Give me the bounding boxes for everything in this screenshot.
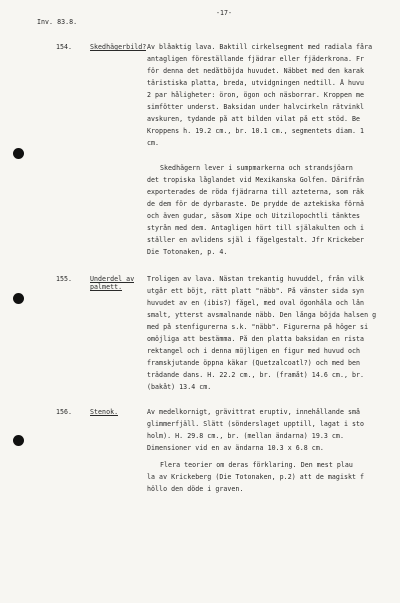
punch-hole-bottom [13, 435, 24, 446]
entry-title-line: palmett. [90, 283, 123, 291]
punch-hole-top [13, 148, 24, 159]
entry-text-line: simfötter underst. Baksidan under halvcirkeln rätvinkl [147, 103, 365, 111]
entry-text-line: glimmerfjäll. Slätt (sönderslaget upptill, lagat i sto [147, 420, 365, 428]
entry-text-line: Av blåaktig lava. Baktill cirkelsegment med radiala fåra [147, 43, 373, 51]
entry-text-line: ställer en avlidens själ i fågelgestalt. Jfr Krickeber [147, 236, 365, 244]
entry-text-line: utgår ett böjt, rätt platt "näbb". På vänster sida syn [147, 287, 365, 295]
entry-text-line: holm). H. 29.8 cm., br. (mellan ändarna) 19.3 cm. [147, 432, 344, 440]
entry-text-line: täristiska platta, breda, utvidgningen nedtill. Å huvu [147, 79, 365, 87]
entry-text-line: för denna det nedåtböjda huvudet. Näbbet med den karak [147, 67, 365, 75]
entry-text-line: Kroppens h. 19.2 cm., br. 10.1 cm., segmentets diam. 1 [147, 127, 365, 135]
entry-text-line: exporterades de röda fjädrarna till azteterna, som räk [147, 188, 365, 196]
entry-text-line: det tropiska låglandet vid Mexikanska Golfen. Därifrån [147, 176, 365, 184]
entry-number: 155. [56, 275, 73, 283]
entry-text-line: framskjutande öppna käkar (Quetzalcoatl?) och med ben [147, 359, 361, 367]
entry-text-line: rektangel och i denna möjligen en figur med huvud och [147, 347, 361, 355]
entry-number: 154. [56, 43, 73, 51]
entry-text-line: cm. [147, 139, 160, 147]
entry-text-line: (bakåt) 13.4 cm. [147, 383, 212, 391]
inventory-number: Inv. 83.8. [37, 18, 78, 26]
entry-text-line: trädande dans. H. 22.2 cm., br. (framåt) 14.6 cm., br. [147, 371, 365, 379]
entry-text-line: Troligen av lava. Nästan trekantig huvuddel, från vilk [147, 275, 365, 283]
entry-text-line: avskuren, tydande på att bilden vilat på ett stöd. Be [147, 115, 361, 123]
entry-text-line: Die Totonaken, p. 4. [147, 248, 228, 256]
entry-text-line: 2 par håligheter: öron, ögon och näsborrar. Kroppen me [147, 91, 365, 99]
entry-number: 156. [56, 408, 73, 416]
entry-title: Skedhägerbild? [90, 43, 147, 51]
entry-text-line: smalt, ytterst avsmalnande näbb. Den långa böjda halsen g [147, 311, 377, 319]
entry-text-line: la av Krickeberg (Die Totonaken, p.2) att de magiskt f [147, 473, 365, 481]
entry-text-line: omöjliga att bestämma. På den platta baksidan en rista [147, 335, 365, 343]
entry-text-line: Av medelkornigt, grävittrat eruptiv, innehållande små [147, 408, 361, 416]
entry-text-line: styrån med dem. Antagligen hört till själakulten och i [147, 224, 365, 232]
entry-text-line: och även gudar, såsom Xipe och Uitzilopochtli tänktes [147, 212, 361, 220]
entry-text-line: Flera teorier om deras förklaring. Den mest plau [160, 461, 353, 469]
entry-text-line: Dimensioner vid en av ändarna 10.3 x 6.8 cm. [147, 444, 324, 452]
entry-text-line: höllo den döde i graven. [147, 485, 244, 493]
punch-hole-middle [13, 293, 24, 304]
page-number: -17- [216, 9, 233, 17]
entry-text-line: huvudet av en (ibis?) fågel, med oval ögonhåla och lån [147, 299, 365, 307]
entry-text-line: Skedhägern lever i sumpmarkerna och strandsjöarn [160, 164, 353, 172]
entry-title-line: Underdel av [90, 275, 135, 283]
entry-text-line: de dem för de dyrbaraste. De prydde de aztekiska förnä [147, 200, 365, 208]
entry-title: Stenok. [90, 408, 119, 416]
entry-text-line: med på stenfigurerna s.k. "näbb". Figurerna på höger si [147, 323, 369, 331]
entry-text-line: antagligen föreställande fjädrar eller fjäderkrona. Fr [147, 55, 365, 63]
